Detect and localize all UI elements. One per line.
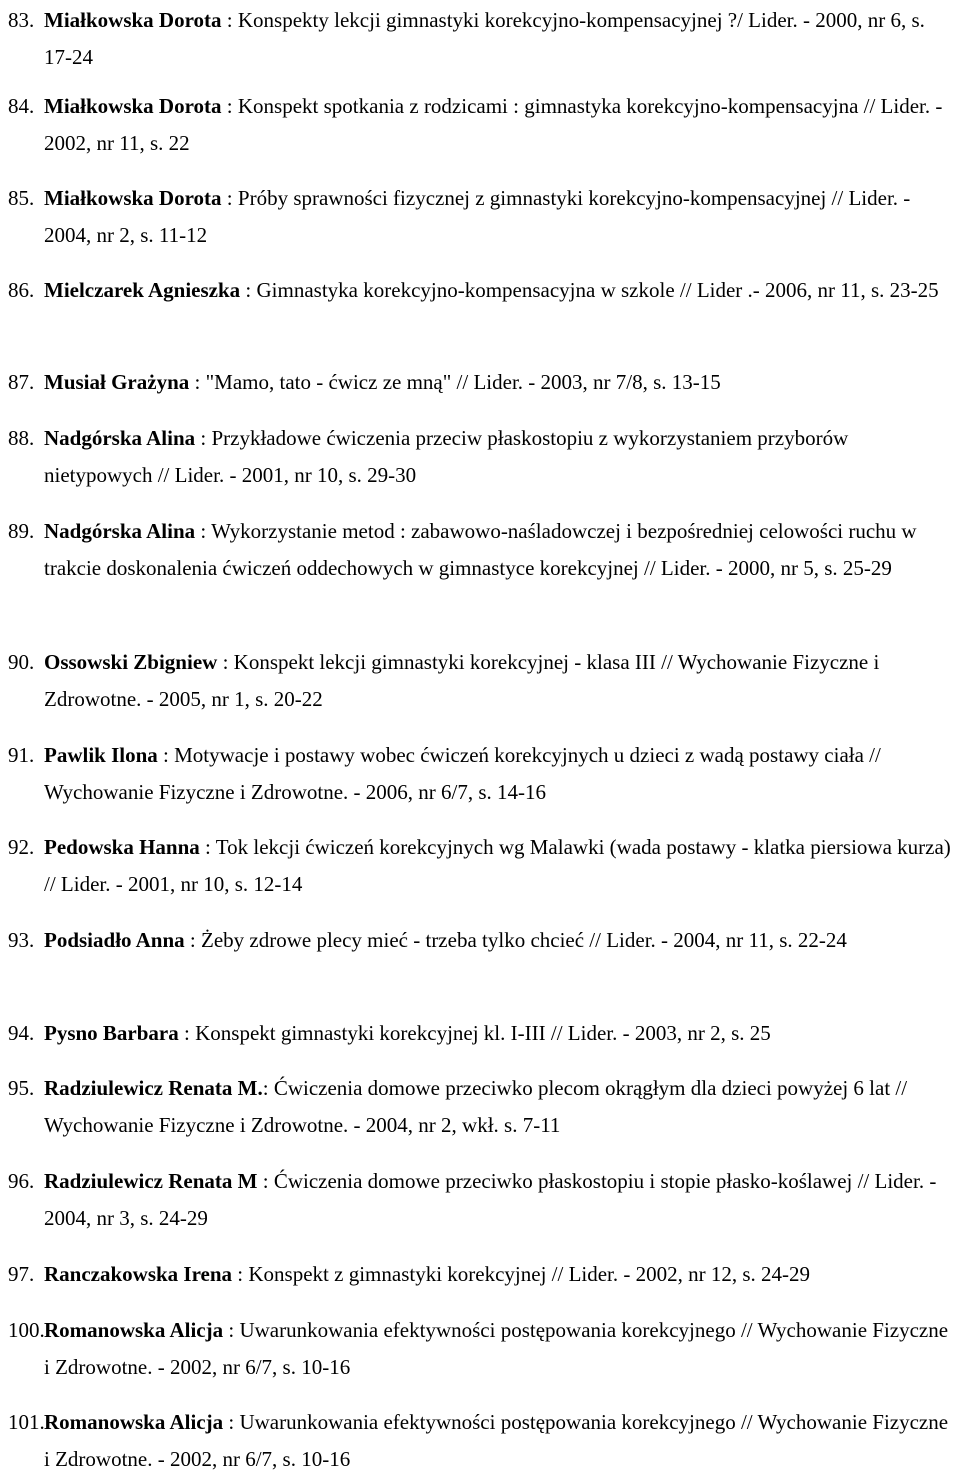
entry-description: Przykładowe ćwiczenia przeciw płaskostopiu z wykorzystaniem przyborów nietypowych // Lider. - 2001, nr 10, s. 29-30: [44, 426, 849, 487]
bibliography-entry: [0, 1404, 960, 1478]
entry-author: Ranczakowska Irena: [44, 1262, 233, 1286]
entry-text: [44, 737, 956, 811]
entry-number: 97.: [8, 1262, 35, 1286]
entry-author: Romanowska Alicja: [44, 1410, 224, 1434]
entry-number: 88.: [8, 426, 35, 450]
bibliography-entry: [0, 272, 960, 309]
entry-author: Ossowski Zbigniew: [44, 650, 218, 674]
entry-description: Konspekty lekcji gimnastyki korekcyjno-kompensacyjnej ?/ Lider. - 2000, nr 6, s. 17-24: [44, 8, 925, 69]
entry-number: 91.: [8, 743, 35, 767]
entry-text: [44, 644, 956, 718]
entry-author: Musiał Grażyna: [44, 370, 190, 394]
entry-description: Tok lekcji ćwiczeń korekcyjnych wg Malawki (wada postawy - klatka piersiowa kurza) // Lider. - 2001, nr 10, s. 12-14: [44, 835, 951, 896]
entry-author: Romanowska Alicja: [44, 1318, 224, 1342]
bibliography-entry: [0, 1070, 960, 1144]
entry-separator: :: [221, 186, 238, 210]
entry-text: [44, 1163, 956, 1237]
entry-separator: :: [257, 1169, 274, 1193]
entry-separator: :: [232, 1262, 249, 1286]
entry-description: Konspekt spotkania z rodzicami : gimnastyka korekcyjno-kompensacyjna // Lider. - 2002, nr 11, s. 22: [44, 94, 943, 155]
entry-separator: :: [157, 743, 175, 767]
bibliography-entry: [0, 644, 960, 718]
entry-number: 92.: [8, 835, 35, 859]
bibliography-entry: [0, 2, 960, 76]
entry-description: Uwarunkowania efektywności postępowania korekcyjnego // Wychowanie Fizyczne i Zdrowotne. - 2002, nr 6/7, s. 10-16: [44, 1410, 949, 1471]
entry-separator: :: [240, 278, 257, 302]
entry-author: Mielczarek Agnieszka: [44, 278, 241, 302]
entry-author: Miałkowska Dorota: [44, 8, 222, 32]
entry-text: [44, 364, 956, 401]
entry-author: Miałkowska Dorota: [44, 186, 222, 210]
entry-text: [44, 2, 956, 76]
entry-number: 100.: [8, 1318, 45, 1342]
bibliography-entry: [0, 180, 960, 254]
entry-text: [44, 180, 956, 254]
bibliography-entry: [0, 420, 960, 494]
entry-author: Pawlik Ilona: [44, 743, 158, 767]
entry-separator: :: [195, 426, 212, 450]
entry-text: [44, 513, 956, 587]
bibliography-entry: [0, 922, 960, 959]
entry-text: [44, 1070, 956, 1144]
entry-separator: :: [221, 8, 238, 32]
entry-description: "Mamo, tato - ćwicz ze mną" // Lider. - 2003, nr 7/8, s. 13-15: [205, 370, 721, 394]
entry-author: Radziulewicz Renata M: [44, 1169, 258, 1193]
entry-author: Nadgórska Alina: [44, 426, 196, 450]
entry-author: Miałkowska Dorota: [44, 94, 222, 118]
entry-separator: :: [195, 519, 212, 543]
bibliography-entry: [0, 1312, 960, 1386]
entry-number: 96.: [8, 1169, 35, 1193]
entry-description: Konspekt gimnastyki korekcyjnej kl. I-III // Lider. - 2003, nr 2, s. 25: [195, 1021, 771, 1045]
entry-number: 90.: [8, 650, 35, 674]
entry-author: Pysno Barbara: [44, 1021, 179, 1045]
entry-number: 83.: [8, 8, 35, 32]
entry-description: Gimnastyka korekcyjno-kompensacyjna w szkole // Lider .- 2006, nr 11, s. 23-25: [256, 278, 939, 302]
bibliography-entry: [0, 829, 960, 903]
entry-separator: :: [221, 94, 238, 118]
entry-text: [44, 829, 956, 903]
bibliography-entry: [0, 88, 960, 162]
entry-number: 86.: [8, 278, 35, 302]
entry-number: 95.: [8, 1076, 35, 1100]
bibliography-entry: [0, 364, 960, 401]
bibliography-entry: [0, 513, 960, 587]
bibliography-entry: [0, 1015, 960, 1052]
entry-separator: :: [223, 1318, 240, 1342]
bibliography-entry: [0, 737, 960, 811]
entry-text: [44, 88, 956, 162]
entry-description: Uwarunkowania efektywności postępowania korekcyjnego // Wychowanie Fizyczne i Zdrowotne. - 2002, nr 6/7, s. 10-16: [44, 1318, 949, 1379]
entry-author: Nadgórska Alina: [44, 519, 196, 543]
entry-author: Pedowska Hanna: [44, 835, 200, 859]
bibliography-entry: [0, 1163, 960, 1237]
entry-number: 85.: [8, 186, 35, 210]
entry-description: Ćwiczenia domowe przeciwko płaskostopiu i stopie płasko-koślawej // Lider. - 2004, nr 3, s. 24-29: [44, 1169, 937, 1230]
entry-description: Żeby zdrowe plecy mieć - trzeba tylko chcieć // Lider. - 2004, nr 11, s. 22-24: [201, 928, 847, 952]
entry-text: [44, 1256, 956, 1293]
entry-number: 84.: [8, 94, 35, 118]
entry-separator: :: [178, 1021, 196, 1045]
entry-separator: :: [223, 1410, 240, 1434]
entry-description: Wykorzystanie metod : zabawowo-naśladowczej i bezpośredniej celowości ruchu w trakcie doskonalenia ćwiczeń oddechowych w gimnastyce korekcyjnej // Lider. - 2000, nr 5, s. 25-29: [44, 519, 917, 580]
entry-author: Radziulewicz Renata M.: [44, 1076, 263, 1100]
entry-text: [44, 272, 956, 309]
entry-text: [44, 420, 956, 494]
entry-separator: :: [184, 928, 201, 952]
entry-text: [44, 1404, 956, 1478]
entry-author: Podsiadło Anna: [44, 928, 185, 952]
bibliography-entry: [0, 1256, 960, 1293]
entry-description: Konspekt z gimnastyki korekcyjnej // Lider. - 2002, nr 12, s. 24-29: [248, 1262, 811, 1286]
entry-separator: :: [262, 1076, 274, 1100]
entry-separator: :: [217, 650, 234, 674]
entry-text: [44, 922, 956, 959]
entry-text: [44, 1015, 956, 1052]
entry-number: 94.: [8, 1021, 35, 1045]
entry-description: Ćwiczenia domowe przeciwko plecom okrągłym dla dzieci powyżej 6 lat // Wychowanie Fizyczne i Zdrowotne. - 2004, nr 2, wkł. s. 7-11: [44, 1076, 908, 1137]
entry-text: [44, 1312, 956, 1386]
entry-number: 93.: [8, 928, 35, 952]
entry-description: Motywacje i postawy wobec ćwiczeń korekcyjnych u dzieci z wadą postawy ciała // Wychowanie Fizyczne i Zdrowotne. - 2006, nr 6/7, s. 14-16: [44, 743, 881, 804]
entry-number: 101.: [8, 1410, 45, 1434]
entry-number: 87.: [8, 370, 35, 394]
entry-description: Próby sprawności fizycznej z gimnastyki korekcyjno-kompensacyjnej // Lider. - 2004, nr 2, s. 11-12: [44, 186, 911, 247]
entry-number: 89.: [8, 519, 35, 543]
entry-description: Konspekt lekcji gimnastyki korekcyjnej - klasa III // Wychowanie Fizyczne i Zdrowotne. - 2005, nr 1, s. 20-22: [44, 650, 880, 711]
entry-separator: :: [189, 370, 206, 394]
entry-separator: :: [199, 835, 216, 859]
